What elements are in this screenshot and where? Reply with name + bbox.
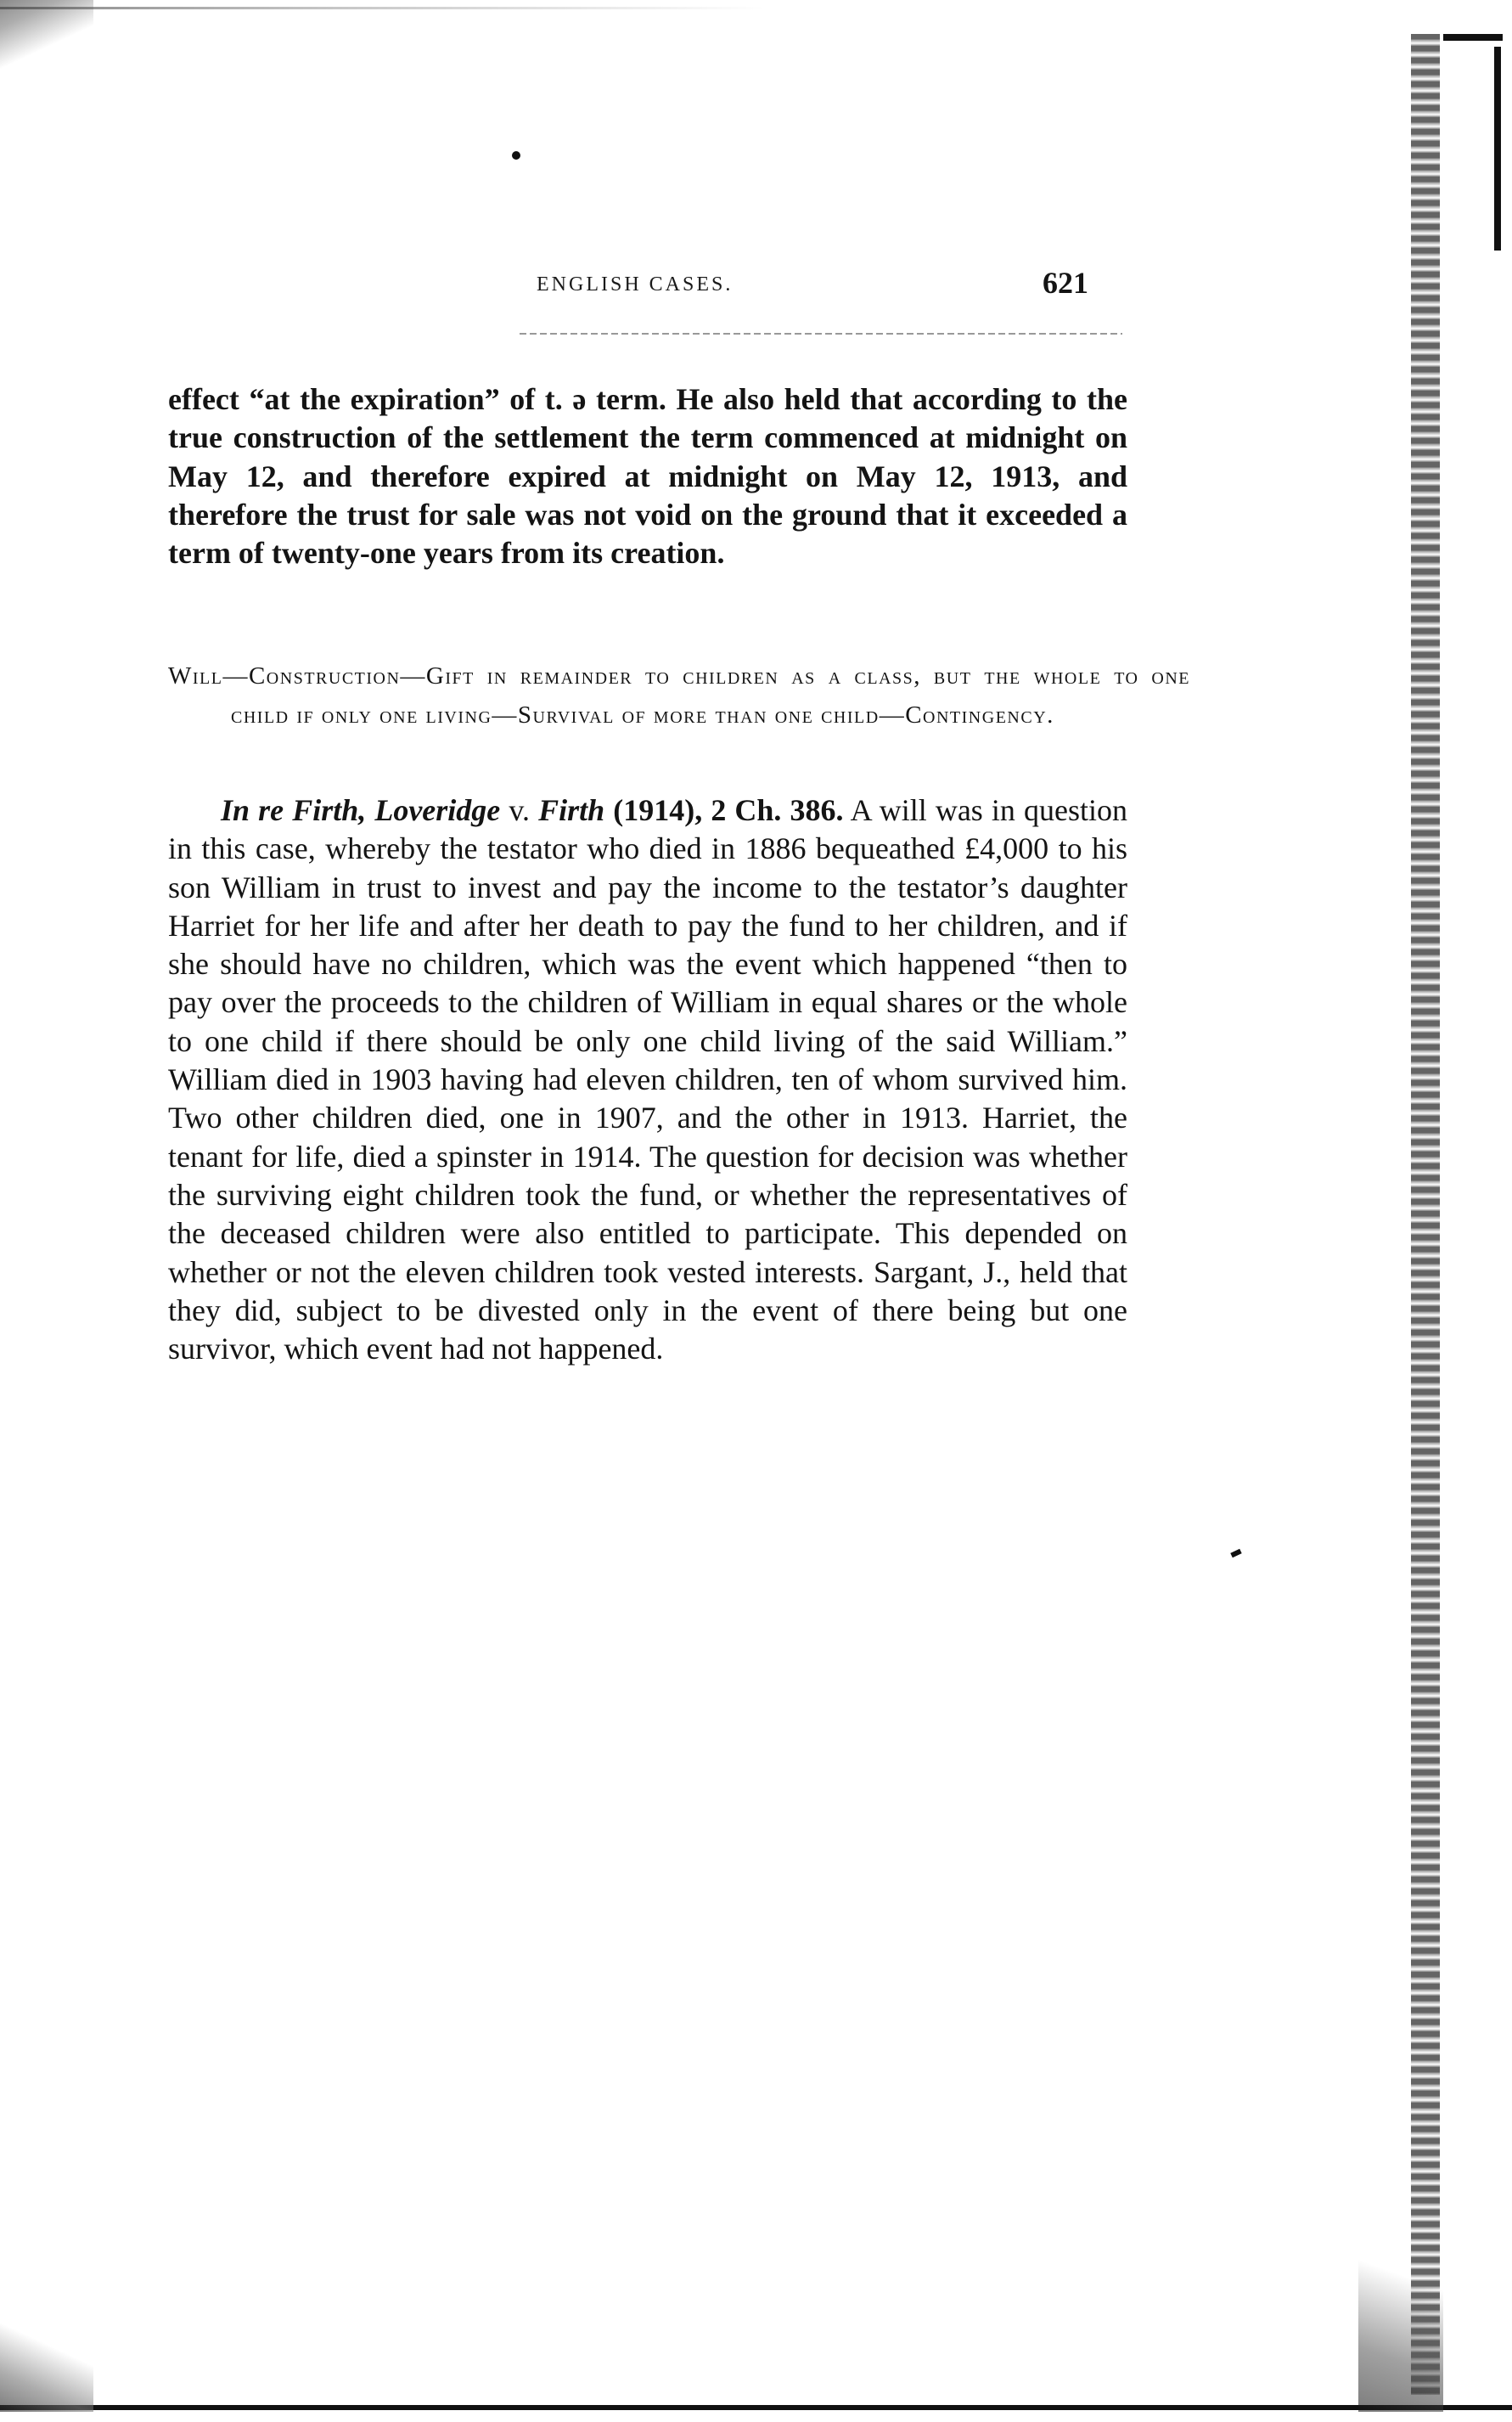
scan-shadow-bottom-left bbox=[0, 2293, 93, 2412]
scan-shadow-bottom-right bbox=[1358, 2225, 1443, 2412]
case-name: In re Firth, Loveridge bbox=[221, 793, 501, 827]
scan-edge-right-corner bbox=[1443, 34, 1503, 41]
scan-edge-bottom bbox=[0, 2405, 1512, 2410]
case-body: A will was in question in this case, whereby the testator who died in 1886 bequeathed £4,000 to his son William in trust to invest and pay the income to the testator’s daughter Harriet for her life and after her death to pay the fund to her children, and if she should have no children, which was the event which happened “then to pay over the proceeds to the children of William in equal shares or the whole to one child if there should be only one child living of the said William.” William died in 1903 having had eleven children, ten of whom survived him. Two other children died, one in 1907, and the other in 1913. Harriet, the tenant for life, died a spinster in 1914. The question for decision was whether the surviving eight children took the fund, or whether the representatives of the deceased children were also entitled to participate. This depended on whether or not the eleven children took vested interests. Sargant, J., held that they did, subject to be divested only in the event of there being but one survivor, which event had not happened. bbox=[168, 793, 1127, 1366]
section-heading: Will—Construction—Gift in remainder to children as a class, but the whole to one child if only one living—Survival of more than one child—Contingency. bbox=[168, 662, 1190, 729]
running-title: ENGLISH CASES. bbox=[537, 273, 734, 296]
scan-shadow-top-left bbox=[0, 0, 93, 110]
scan-binding-edge-right bbox=[1411, 34, 1440, 2395]
case-party: Firth bbox=[538, 793, 605, 827]
case-paragraph bbox=[168, 791, 1127, 1368]
page-number: 621 bbox=[1043, 266, 1088, 300]
header-rule bbox=[520, 333, 1122, 335]
case-citation: (1914), 2 Ch. 386. bbox=[604, 793, 844, 827]
ink-dot bbox=[512, 151, 520, 160]
paragraph-continued: effect “at the expiration” of t. ə term. He also held that according to the true construction of the settlement the term commenced at midnight on May 12, and therefore expired at midnight on May 12, 1913, and therefore the trust for sale was not void on the ground that it exceeded a term of twenty-one years from its creation. bbox=[168, 382, 1127, 571]
scan-edge-right-mark bbox=[1494, 47, 1501, 251]
ink-speck bbox=[1230, 1549, 1241, 1558]
case-versus: v. bbox=[500, 793, 539, 827]
scan-edge-top bbox=[0, 7, 764, 9]
